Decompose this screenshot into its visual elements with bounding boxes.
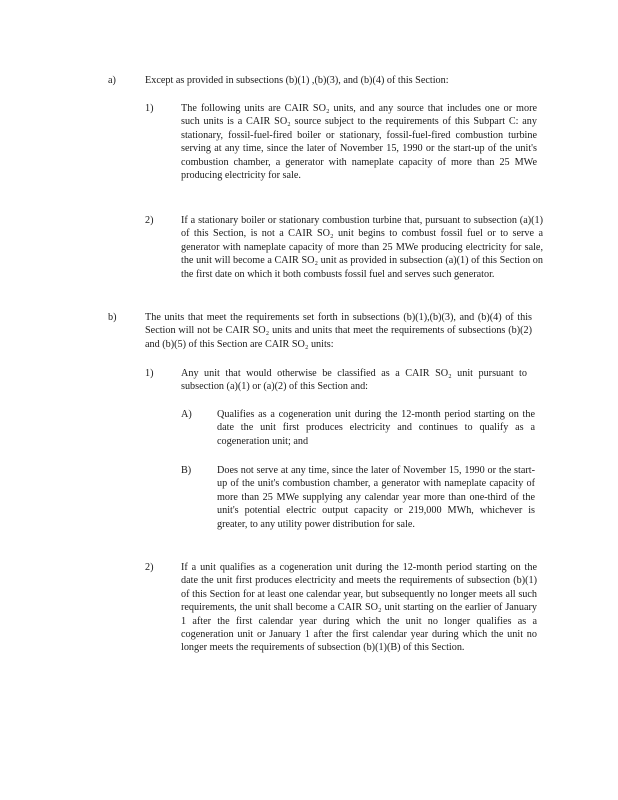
section-b-label: b) [108, 312, 117, 323]
section-b-text: The units that meet the requirements set forth in subsections (b)(1),(b)(3), and (b)(4) of this Section will not be CAIR SO₂ units and units that meet the requirements of subsections (b)(2) and (b)(5) of this Section are CAIR SO₂ units: [145, 312, 532, 350]
section-a-item-1-text: The following units are CAIR SO₂ units, and any source that includes one or more such units is a CAIR SO₂ source subject to the requirements of this Subpart C: any stationary, fossil-fuel-fired boiler or stationary, fossil-fuel-fired combustion turbine serving at any time, since the later of November 15, 1990 or the start-up of the unit's combustion chamber, a generator with nameplate capacity of more than 25 MWe producing electricity for sale. [181, 103, 537, 182]
section-a-item-1-label: 1) [145, 103, 154, 114]
section-a-text: Except as provided in subsections (b)(1) ,(b)(3), and (b)(4) of this Section: [145, 75, 449, 86]
section-b-item-1-sub-b-label: B) [181, 465, 192, 476]
section-a-label: a) [108, 75, 116, 86]
section-a-item-2-text: If a stationary boiler or stationary combustion turbine that, pursuant to subsection (a)(1) of this Section, is not a CAIR SO₂ unit begins to combust fossil fuel or to serve a generator with nameplate capacity of more than 25 MWe producing electricity for sale, the unit will become a CAIR SO₂ unit as provided in subsection (a)(1) of this Section on the first date on which it both combusts fossil fuel and serves such generator. [181, 215, 543, 280]
section-b-item-1-number: 1) [145, 368, 154, 379]
section-b-item-2-text: If a unit qualifies as a cogeneration unit during the 12-month period starting on the date the unit first produces electricity and meets the requirements of subsection (b)(1) of this Section for at least one calendar year, but subsequently no longer meets all such requirements, the unit shall become a CAIR SO₂ unit starting on the earlier of January 1 after the first calendar year during which the unit no longer qualifies as a cogeneration unit or January 1 after the first calendar year during which the unit no longer meets the requirements of subsection (b)(1)(B) of this Section. [181, 562, 537, 654]
section-b-item-1-sub-b-text: Does not serve at any time, since the later of November 15, 1990 or the start-up of the unit's combustion chamber, a generator with nameplate capacity of more than 25 MWe supplying any calendar year more than one-third of the unit's potential electric output capacity or 219,000 MWh, whichever is greater, to any utility power distribution for sale. [217, 465, 535, 530]
section-b-item-1-sub-a-text: Qualifies as a cogeneration unit during the 12-month period starting on the date the unit first produces electricity and continues to qualify as a cogeneration unit; and [217, 409, 535, 447]
section-b-item-1-sub-a-label: A) [181, 409, 192, 420]
section-a-item-2-label: 2) [145, 215, 154, 226]
section-b-item-1-body: Any unit that would otherwise be classified as a CAIR SO₂ unit pursuant to subsection (a)(1) or (a)(2) of this Section and: [181, 368, 527, 393]
section-b-item-2-label: 2) [145, 562, 154, 573]
